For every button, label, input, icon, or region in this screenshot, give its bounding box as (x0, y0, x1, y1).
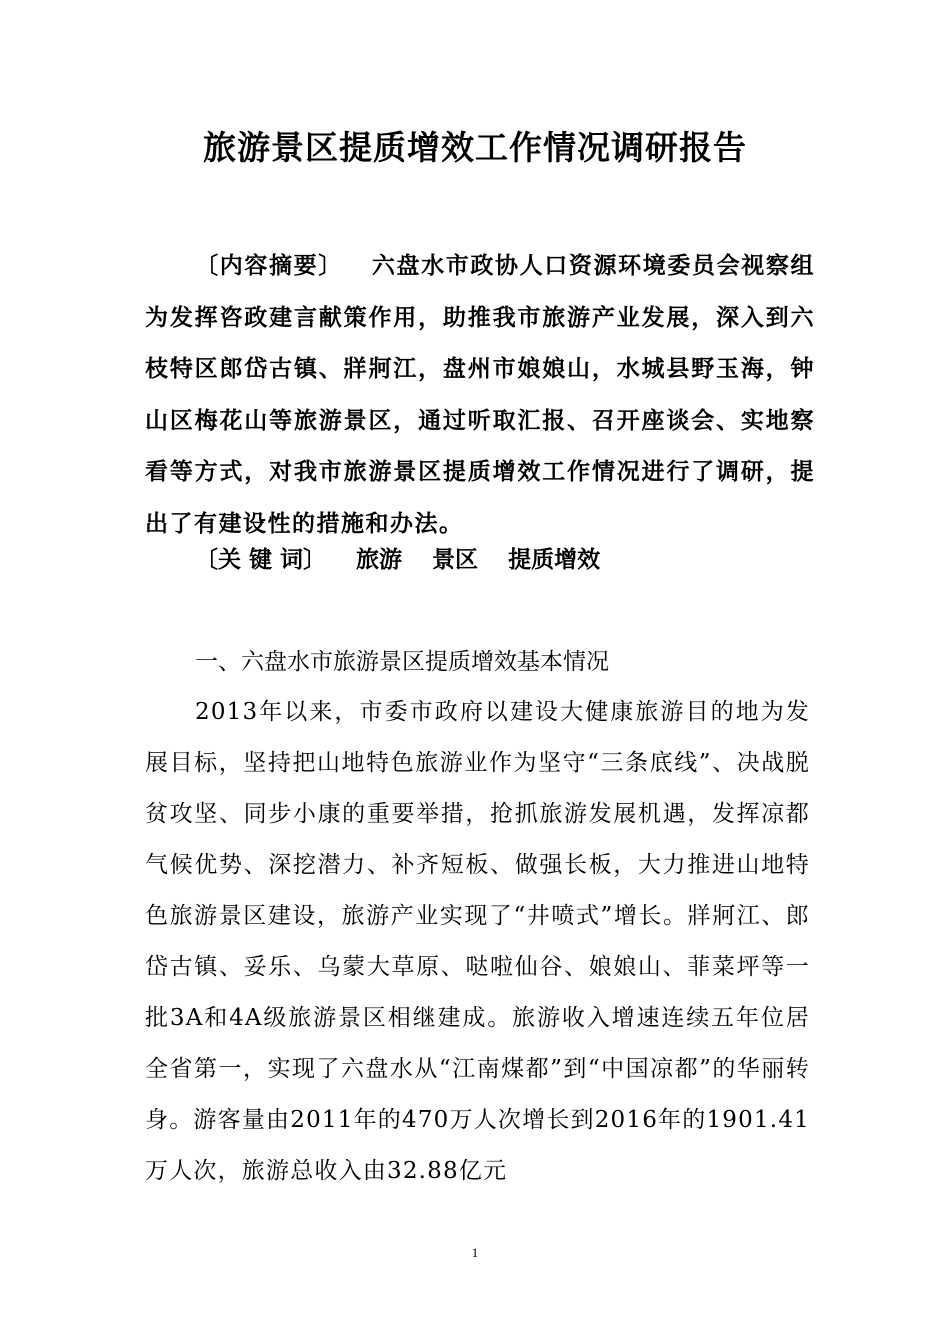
keyword-item: 旅游 (356, 546, 403, 573)
abstract-label: 〔内容摘要〕 (195, 252, 343, 279)
paragraph-text: 2013年以来，市委市政府以建设大健康旅游目的地为发展目标，坚持把山地特色旅游业作为坚守“三条底线”、决战脱贫攻坚、同步小康的重要举措，抢抓旅游发展机遇，发挥凉都气候优势、深挖潜力、补齐短板、做强长板，大力推进山地特色旅游景区建设，旅游产业实现了“井喷式”增长。牂牁江、郎岱古镇、妥乐、乌蒙大草原、哒啦仙谷、娘娘山、菲菜坪等一批3A和4A级旅游景区相继建成。旅游收入增速连续五年位居全省第一，实现了六盘水从“江南煤都”到“中国凉都”的华丽转身。游客量由2011年的470万人次增长到2016年的1901.41万人次，旅游总收入由32.88亿元 (145, 699, 810, 1184)
keywords-label: 〔关 键 词〕 (195, 546, 327, 573)
keyword-item: 景区 (432, 546, 479, 573)
keywords-line (195, 538, 622, 582)
section-heading: 一、六盘水市旅游景区提质增效基本情况 (195, 649, 609, 675)
keyword-item: 提质增效 (508, 546, 601, 573)
body-paragraph (145, 687, 810, 1197)
abstract-paragraph (145, 240, 815, 549)
page-number: 1 (471, 1245, 479, 1260)
document-title: 旅游景区提质增效工作情况调研报告 (203, 128, 747, 167)
abstract-text: 六盘水市政协人口资源环境委员会视察组为发挥咨政建言献策作用，助推我市旅游产业发展，深入到六枝特区郎岱古镇、牂牁江，盘州市娘娘山，水城县野玉海，钟山区梅花山等旅游景区，通过听取汇报、召开座谈会、实地察看等方式，对我市旅游景区提质增效工作情况进行了调研，提出了有建设性的措施和办法。 (145, 252, 816, 537)
